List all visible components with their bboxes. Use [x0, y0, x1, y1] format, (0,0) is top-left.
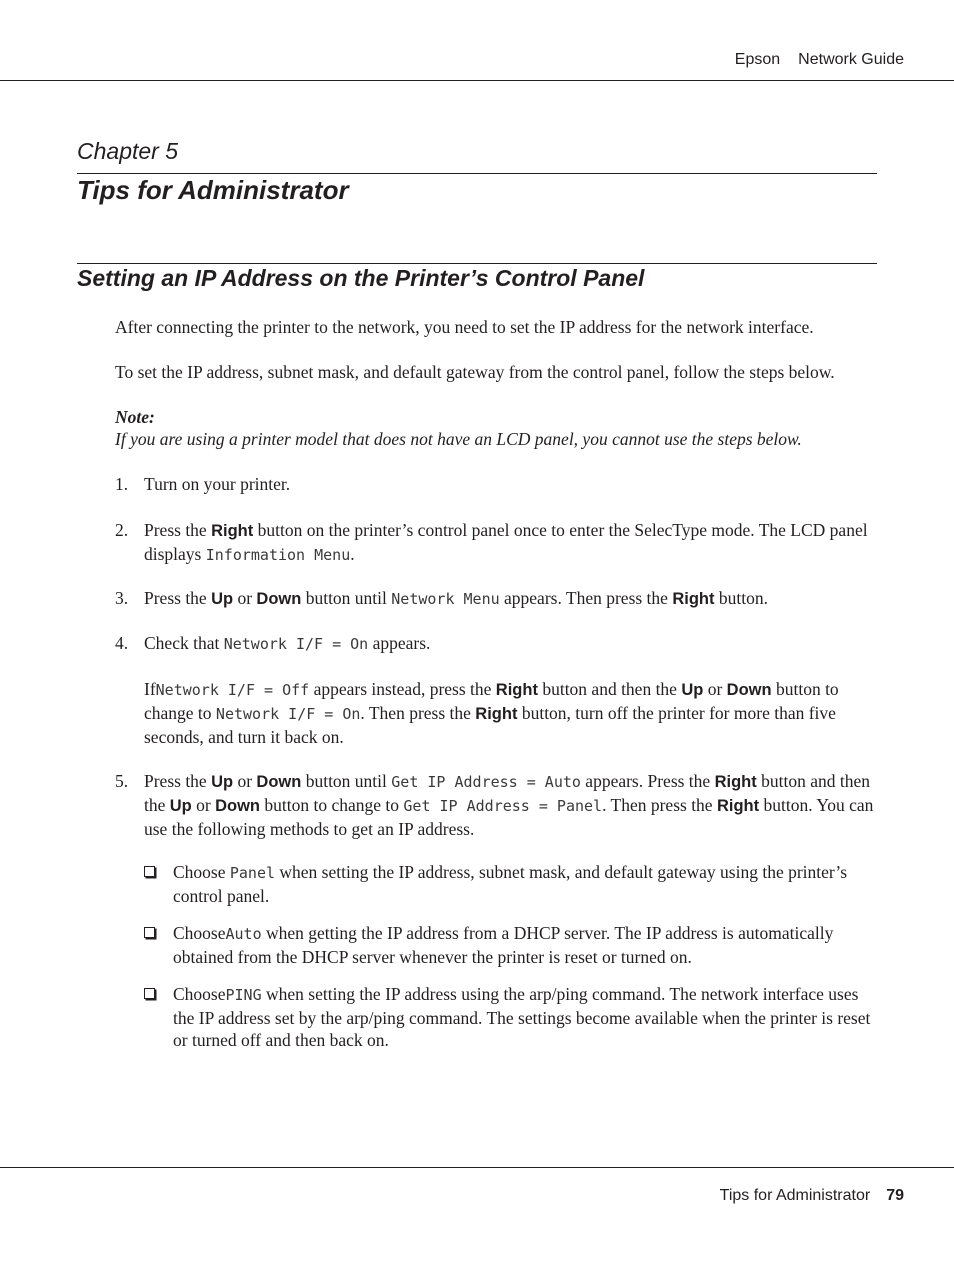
step-text: Turn on your printer. [144, 474, 291, 494]
chapter-rule [77, 173, 877, 174]
lcd-text: Network I/F = On [215, 705, 361, 723]
key-down: Down [256, 773, 302, 791]
step-text: Press the Right button on the printer’s control panel once to enter the SelecType mode. The LCD panel displays Information Menu. [144, 520, 868, 564]
checkbox-bullet-icon [144, 927, 155, 938]
note-text: If you are using a printer model that does not have an LCD panel, you cannot use the steps below. [115, 429, 802, 449]
key-right: Right [716, 797, 760, 815]
note-block [115, 406, 877, 450]
step-3 [115, 587, 877, 611]
lcd-text: Get IP Address = Panel [403, 797, 603, 815]
key-right: Right [211, 522, 254, 540]
running-footer [720, 1187, 904, 1205]
header-guide-title: Network Guide [798, 51, 904, 68]
header-rule [0, 80, 954, 81]
key-up: Up [211, 590, 234, 608]
key-up: Up [169, 797, 192, 815]
key-down: Down [726, 681, 772, 699]
section-rule [77, 263, 877, 264]
step-number: 2. [115, 520, 129, 540]
step-number: 4. [115, 633, 129, 653]
chapter-label: Chapter 5 [77, 138, 179, 164]
bullet-item-ping [144, 983, 877, 1052]
footer-rule [0, 1167, 954, 1168]
step-text: Check that Network I/F = On appears. [144, 633, 431, 653]
page-number: 79 [886, 1187, 904, 1204]
running-header [735, 51, 904, 69]
lcd-text: Get IP Address = Auto [391, 773, 581, 791]
footer-title: Tips for Administrator [719, 1187, 871, 1204]
section-title: Setting an IP Address on the Printer’s Control Panel [77, 265, 645, 291]
key-up: Up [681, 681, 704, 699]
step-number: 1. [115, 474, 129, 494]
bullet-text: ChooseAuto when getting the IP address from a DHCP server. The IP address is automatically obtained from the DHCP server whenever the printer is reset or turned on. [173, 923, 834, 967]
header-brand: Epson [734, 51, 781, 68]
bullet-text: Choose Panel when setting the IP address, subnet mask, and default gateway using the printer’s control panel. [173, 862, 848, 906]
lcd-text: PING [225, 986, 262, 1004]
key-right: Right [714, 773, 757, 791]
step-text: Press the Up or Down button until Network Menu appears. Then press the Right button. [144, 588, 768, 608]
lcd-text: Auto [225, 925, 262, 943]
intro-paragraph-1: After connecting the printer to the network, you need to set the IP address for the network interface. [115, 317, 814, 337]
bullet-item-auto [144, 922, 877, 968]
key-right: Right [495, 681, 538, 699]
key-up: Up [211, 773, 234, 791]
step-5 [115, 770, 877, 841]
step-number: 5. [115, 771, 129, 791]
step-4 [115, 632, 877, 656]
lcd-text: Network I/F = Off [155, 681, 310, 699]
checkbox-bullet-icon [144, 866, 155, 877]
key-down: Down [215, 797, 261, 815]
lcd-text: Panel [229, 864, 276, 882]
step-2 [115, 519, 877, 567]
step-number: 3. [115, 588, 129, 608]
bullet-text: ChoosePING when setting the IP address using the arp/ping command. The network interface uses the IP address set by the arp/ping command. The settings become available when the printer is reset or turned off and then back on. [173, 984, 871, 1050]
intro-paragraph-2: To set the IP address, subnet mask, and default gateway from the control panel, follow the steps below. [115, 362, 835, 382]
lcd-text: Network I/F = On [223, 635, 369, 653]
key-down: Down [256, 590, 302, 608]
note-label: Note: [115, 407, 155, 427]
step-text: Press the Up or Down button until Get IP Address = Auto appears. Press the Right button and then the Up or Down button to change to Get IP Address = Panel. Then press the Right button. You can use the following methods to get an IP address. [144, 771, 874, 839]
checkbox-bullet-icon [144, 988, 155, 999]
bullet-item-panel [144, 861, 877, 907]
lcd-text: Information Menu [205, 546, 351, 564]
key-right: Right [475, 705, 518, 723]
key-right: Right [672, 590, 715, 608]
step-1 [115, 473, 877, 496]
lcd-text: Network Menu [391, 590, 500, 608]
chapter-title: Tips for Administrator [77, 175, 349, 205]
step-4-continuation: IfNetwork I/F = Off appears instead, press the Right button and then the Up or Down button to change to Network I/F = On. Then press the Right button, turn off the printer for more than five seconds, and turn it back on. [144, 679, 839, 747]
